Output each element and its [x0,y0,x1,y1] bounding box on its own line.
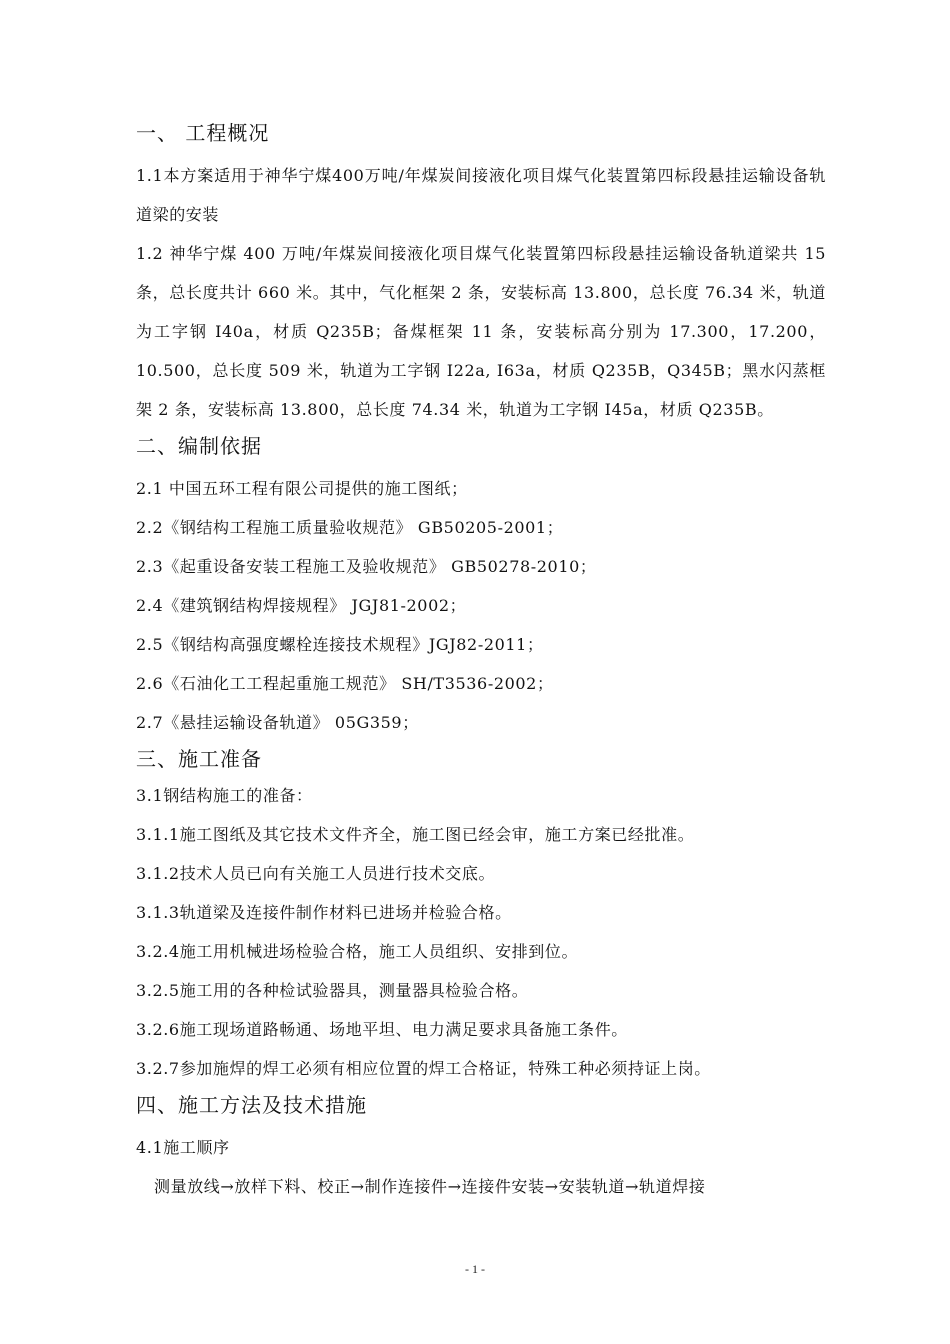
page-number: - 1 - [465,1262,485,1276]
section-heading-3: 三、施工准备 [136,747,262,771]
reference-item: 2.5《钢结构高强度螺栓连接技术规程》JGJ82-2011； [136,635,544,654]
reference-item: 2.1 中国五环工程有限公司提供的施工图纸； [136,479,468,498]
section-heading-1: 一、 工程概况 [136,121,270,145]
preparation-item: 3.2.5施工用的各种检试验器具，测量器具检验合格。 [136,981,529,1000]
section-heading-4: 四、施工方法及技术措施 [136,1093,367,1117]
preparation-item: 3.2.6施工现场道路畅通、场地平坦、电力满足要求具备施工条件。 [136,1020,628,1039]
preparation-item: 3.1.2技术人员已向有关施工人员进行技术交底。 [136,864,496,883]
reference-item: 2.6《石油化工工程起重施工规范》 SH/T3536-2002； [136,674,554,693]
section-heading-2: 二、编制依据 [136,434,262,458]
reference-item: 2.2《钢结构工程施工质量验收规范》 GB50205-2001； [136,518,564,537]
construction-sequence: 测量放线→放样下料、校正→制作连接件→连接件安装→安装轨道→轨道焊接 [154,1177,706,1196]
preparation-item: 3.1.3轨道梁及连接件制作材料已进场并检验合格。 [136,903,512,922]
preparation-item: 3.2.4施工用机械进场检验合格，施工人员组织、安排到位。 [136,942,579,961]
preparation-item: 3.2.7参加施焊的焊工必须有相应位置的焊工合格证，特殊工种必须持证上岗。 [136,1059,711,1078]
preparation-item: 3.1.1施工图纸及其它技术文件齐全，施工图已经会审，施工方案已经批准。 [136,825,695,844]
subsection-title-4-1: 4.1施工顺序 [136,1138,230,1157]
paragraph-1-1: 1.1本方案适用于神华宁煤400万吨/年煤炭间接液化项目煤气化装置第四标段悬挂运输设备轨道梁的安装 [136,166,826,224]
reference-item: 2.3《起重设备安装工程施工及验收规范》 GB50278-2010； [136,557,597,576]
reference-item: 2.7《悬挂运输设备轨道》 05G359； [136,713,419,732]
paragraph-1-2: 1.2 神华宁煤 400 万吨/年煤炭间接液化项目煤气化装置第四标段悬挂运输设备轨道梁共 15 条，总长度共计 660 米。其中，气化框架 2 条，安装标高 13.800，总长度 76.34 米，轨道为工字钢 I40a，材质 Q235B；备煤框架 11 条，安装标高分别为 17.300，17.200，10.500，总长度 509 米，轨道为工字钢 I22a, I63a，材质 Q235B，Q345B；黑水闪蒸框架 2 条，安装标高 13.800，总长度 74.34 米，轨道为工字钢 I45a，材质 Q235B。 [136,244,826,419]
document-body [136,116,826,1206]
preparation-item: 3.1钢结构施工的准备： [136,786,313,805]
reference-item: 2.4《建筑钢结构焊接规程》 JGJ81-2002； [136,596,467,615]
